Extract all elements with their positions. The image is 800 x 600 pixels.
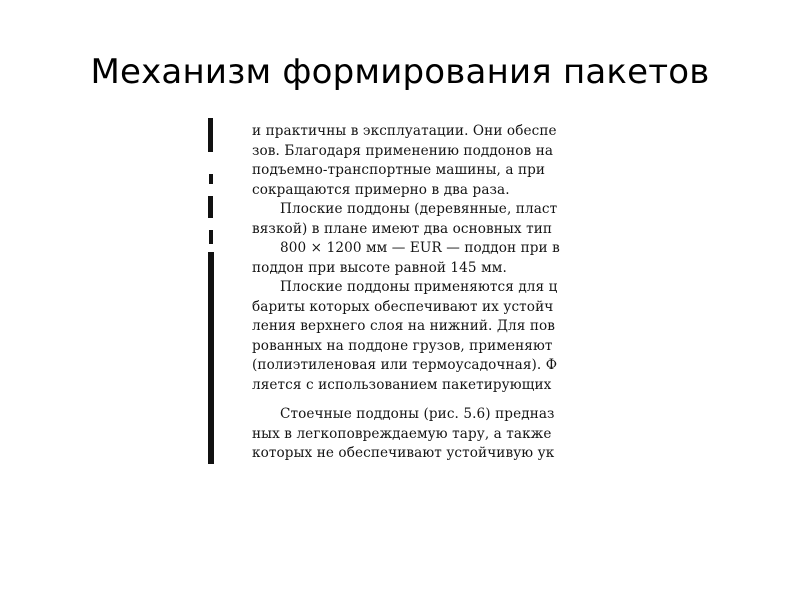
scan-text-line: которых не обеспечивают устойчивую ук — [252, 445, 555, 461]
scan-binding-edge — [208, 118, 213, 152]
scan-text-line: Стоечные поддоны (рис. 5.6) предназ — [280, 406, 555, 422]
scan-binding-edge — [209, 174, 213, 184]
scan-paragraph-gap — [252, 395, 658, 405]
scan-text-line: ляется с использованием пакетирующих — [252, 376, 552, 393]
scan-text-line: ления верхнего слоя на нижний. Для пов — [252, 318, 556, 334]
scan-text-line: вязкой) в плане имеют два основных тип — [252, 220, 553, 237]
slide-title: Механизм формирования пакетов — [90, 52, 710, 92]
scan-text-line: ных в легкоповреждаемую тару, а также — [252, 425, 552, 442]
scan-text-line: поддон при высоте равной 145 мм. — [252, 259, 507, 276]
scan-text-line: подъемно-транспортные машины, а при — [252, 162, 546, 178]
scan-binding-edge — [208, 252, 214, 464]
scan-binding-edge — [209, 230, 213, 244]
scan-text-line: Плоские поддоны применяются для ц — [280, 279, 558, 295]
scan-text-line: Плоские поддоны (деревянные, пласт — [280, 201, 558, 217]
scan-text-line: рованных на поддоне грузов, применяют — [252, 337, 553, 354]
scan-text-line: сокращаются примерно в два раза. — [252, 181, 510, 198]
scan-text-block — [252, 122, 658, 464]
scan-text-line: бариты которых обеспечивают их устойч — [252, 298, 554, 315]
scan-text-line: (полиэтиленовая или термоусадочная). Ф — [252, 357, 558, 373]
scan-text-line: и практичны в эксплуатации. Они обеспе — [252, 123, 557, 139]
scan-text-line: зов. Благодаря применению поддонов на — [252, 142, 554, 159]
scan-text-line: 800 × 1200 мм — EUR — поддон при в — [280, 240, 560, 256]
scan-binding-edge — [208, 196, 213, 218]
scanned-page-image — [208, 112, 658, 464]
